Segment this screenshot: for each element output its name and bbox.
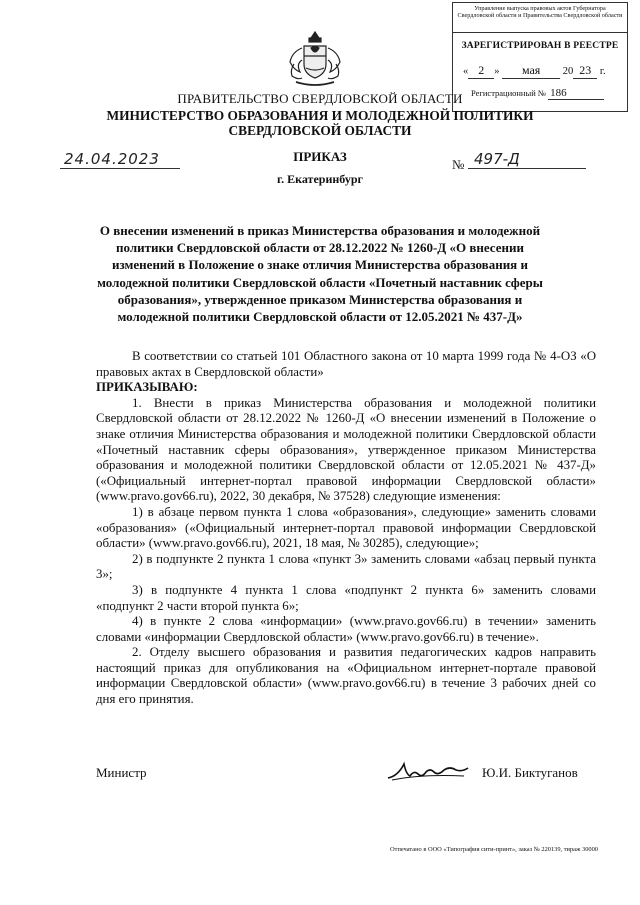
government-name: ПРАВИТЕЛЬСТВО СВЕРДЛОВСКОЙ ОБЛАСТИ — [177, 91, 463, 106]
city: г. Екатеринбург — [277, 172, 363, 186]
order-word: ПРИКАЗЫВАЮ: — [96, 380, 198, 395]
ministry-name — [80, 108, 560, 138]
document-title: О внесении изменений в приказ Министерства образования и молодежной политики Свердловской области от 28.12.2022 № 1260-Д «О внесении изменений в Положение о знаке отличия Министерства образования и молодежной политики Свердловской области «Почетный наставник сферы образования», утвержденное приказом Министерства образования и молодежной политики Свердловской области от 12.05.2021 № 437-Д» — [97, 223, 543, 325]
ministry-name-line2: СВЕРДЛОВСКОЙ ОБЛАСТИ — [228, 123, 412, 138]
item-2: 2. Отделу высшего образования и развития педагогических кадров направить настоящий приказ для опубликования на «Официальном интернет-портале правовой информации Свердловской области» (www.pravo.gov66.ru) в течение 3 рабочих дней со дня его принятия. — [96, 645, 596, 707]
registration-month: мая — [502, 63, 560, 79]
registration-day: 2 — [468, 63, 494, 79]
signer-position: Министр — [96, 765, 147, 780]
ministry-name-line1: МИНИСТЕРСТВО ОБРАЗОВАНИЯ И МОЛОДЕЖНОЙ ПОЛИТИКИ — [106, 108, 534, 123]
registration-stamp-divider — [453, 32, 627, 33]
registration-number-label: Регистрационный № — [471, 88, 546, 98]
order-number: 497-Д — [468, 150, 586, 169]
order-number-sign: № — [452, 157, 465, 172]
registration-year-unit: г. — [599, 66, 606, 77]
coat-of-arms-icon — [282, 26, 348, 92]
printing-footer: Отпечатано в ООО «Типография сити-принт», заказ № 220139, тираж 30000 — [390, 846, 598, 853]
subitem-2: 2) в подпункте 2 пункта 1 слова «пункт 3» заменить словами «абзац первый пункта 3»; — [96, 551, 596, 582]
order-date: 24.04.2023 — [60, 150, 180, 169]
subitem-4: 4) в пункте 2 слова «информации» (www.pravo.gov66.ru) в течении» заменить словами «информации Свердловской области» (www.pravo.gov66.ru) в течение». — [96, 614, 596, 644]
registration-stamp-header: Управление выпуска правовых актов Губернатора Свердловской области и Правительства Свердловской области — [457, 5, 623, 20]
registration-year-suffix: 23 — [573, 63, 597, 79]
document-body — [96, 349, 596, 708]
preamble: В соответствии со статьей 101 Областного закона от 10 марта 1999 года № 4-ОЗ «О правовых актах в Свердловской области» — [96, 349, 596, 379]
document-type: ПРИКАЗ — [293, 149, 347, 164]
subitem-1: 1) в абзаце первом пункта 1 слова «образования», следующие» заменить словами «образования» («Официальный интернет-портал правовой информации Свердловской области» (www.pravo.gov66.ru), 2021, 18 мая, № 30285), следующие»; — [96, 504, 596, 551]
subitem-3: 3) в подпункте 4 пункта 1 слова «подпункт 2 пункта 6» заменить словами «подпункт 2 части второй пункта 6»; — [96, 582, 596, 613]
registration-year-prefix: 20 — [562, 66, 574, 77]
registration-stamp-title: ЗАРЕГИСТРИРОВАН В РЕЕСТРЕ — [461, 41, 619, 51]
registration-date: « 2 » мая 20 23 г. — [463, 63, 606, 77]
handwritten-signature-icon — [384, 758, 472, 784]
registration-number: 186 — [548, 87, 604, 100]
item-1: 1. Внести в приказ Министерства образования и молодежной политики Свердловской области от 28.12.2022 № 1260-Д «О внесении изменений в Положение о знаке отличия Министерства образования и молодежной политики Свердловской области «Почетный наставник сферы образования», утвержденное приказом Министерства образования и молодежной политики Свердловской области от 12.05.2021 № 437-Д» («Официальный интернет-портал правовой информации Свердловской области» (www.pravo.gov66.ru), 2022, 30 декабря, № 37528) следующие изменения: — [96, 395, 596, 504]
signer-name: Ю.И. Биктуганов — [482, 765, 578, 780]
